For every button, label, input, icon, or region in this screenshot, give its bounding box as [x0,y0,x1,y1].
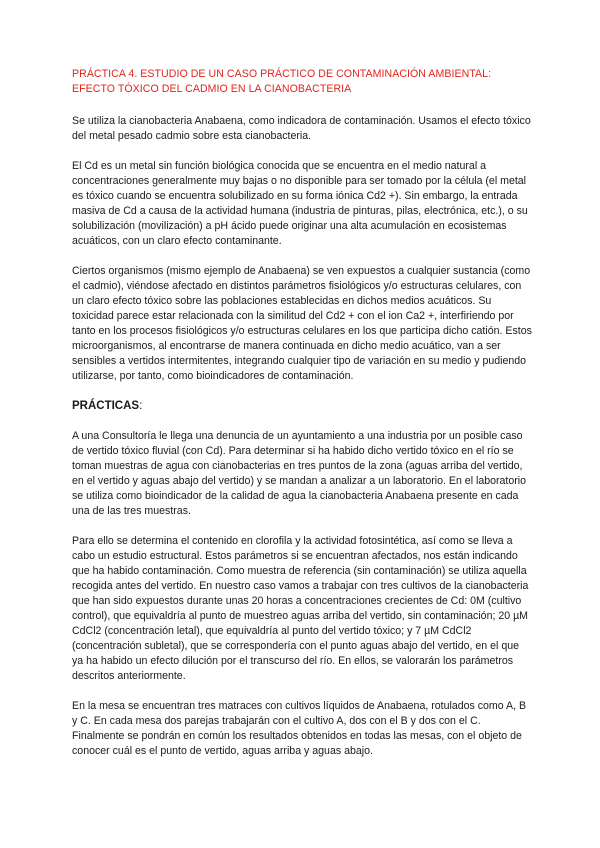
intro-paragraph: Se utiliza la cianobacteria Anabaena, como indicadora de contaminación. Usamos el efecto tóxico del metal pesado cadmio sobre esta cianobacteria. [72,115,531,142]
page-title [72,67,532,97]
practicas-heading [72,399,532,414]
cadmium-paragraph: El Cd es un metal sin función biológica conocida que se encuentra en el medio natural a concentraciones generalmente muy bajas o no disponible para ser tomado por la célula (el metal es tóxico cuando se encuentra solubilizado en su forma iónica Cd2 +). Sin embargo, la entrada masiva de Cd a causa de la actividad humana (industria de pinturas, pilas, electrónica, etc.), o su solubilización (movilización) a pH ácido puede originar una alta acumulación en ecosistemas acuáticos, con un claro efecto contaminante. [72,160,528,247]
practicas-heading-colon: : [139,400,143,412]
title-line-2: EFECTO TÓXICO DEL CADMIO EN LA CIANOBACTERIA [72,83,352,95]
organisms-paragraph: Ciertos organismos (mismo ejemplo de Anabaena) se ven expuestos a cualquier sustancia (como el cadmio), viéndose afectado en distintos parámetros fisiológicos y/o estructuras celulares, con un claro efecto tóxico sobre las poblaciones establecidas en dichos medios acuáticos. Su toxicidad parece estar relacionada con la similitud del Cd2 + con el ion Ca2 +, interfiriendo por tanto en los procesos fisiológicos y/o estructuras celulares en los que participa dicho catión. Estos microorganismos, al encontrarse de manera continuada en dicho medio acuático, van a ser sensibles a vertidos intermitentes, integrando cualquier tipo de variación en su medio y pudiendo utilizarse, por tanto, como bioindicadores de contaminación. [72,265,532,382]
document-content [72,67,532,774]
practicas-paragraph-3: En la mesa se encuentran tres matraces con cultivos líquidos de Anabaena, rotulados como A, B y C. En cada mesa dos parejas trabajarán con el cultivo A, dos con el B y dos con el C. Finalmente se pondrán en común los resultados obtenidos en todas las mesas, con el objeto de conocer cuál es el punto de vertido, aguas arriba y aguas abajo. [72,700,527,757]
practicas-heading-text: PRÁCTICAS [72,400,140,412]
practicas-paragraph-2: Para ello se determina el contenido en clorofila y la actividad fotosintética, así como se lleva a cabo un estudio estructural. Estos parámetros si se encuentran afectados, nos están indicando que ha habido contaminación. Como muestra de referencia (sin contaminación) se utiliza aquella recogida antes del vertido. En nuestro caso vamos a trabajar con tres cultivos de la cianobacteria que han sido expuestos durante unas 20 horas a concentraciones crecientes de Cd: 0M (cultivo control), que equivaldría al punto de muestreo aguas arriba del vertido, sin contaminación; 20 µM CdCl2 (concentración letal), que equivaldría al punto del vertido tóxico; y 7 µM CdCl2 (concentración subletal), que se correspondería con el punto aguas abajo del vertido, en el que ya ha habido un efecto dilución por el transcurso del río. En ellos, se valorarán los parámetros descritos anteriormente. [72,535,529,682]
title-line-1: PRÁCTICA 4. ESTUDIO DE UN CASO PRÁCTICO DE CONTAMINACIÓN AMBIENTAL: [72,68,492,80]
practicas-paragraph-1: A una Consultoría le llega una denuncia de un ayuntamiento a una industria por un posible caso de vertido tóxico fluvial (con Cd). Para determinar si ha habido dicho vertido tóxico en el río se toman muestras de agua con cianobacterias en tres puntos de la zona (aguas arriba del vertido, en el vertido y aguas abajo del vertido) y se mandan a analizar a un laboratorio. En el laboratorio se utiliza como bioindicador de la calidad de agua la cianobacteria Anabaena presente en cada una de las tres muestras. [72,430,527,517]
